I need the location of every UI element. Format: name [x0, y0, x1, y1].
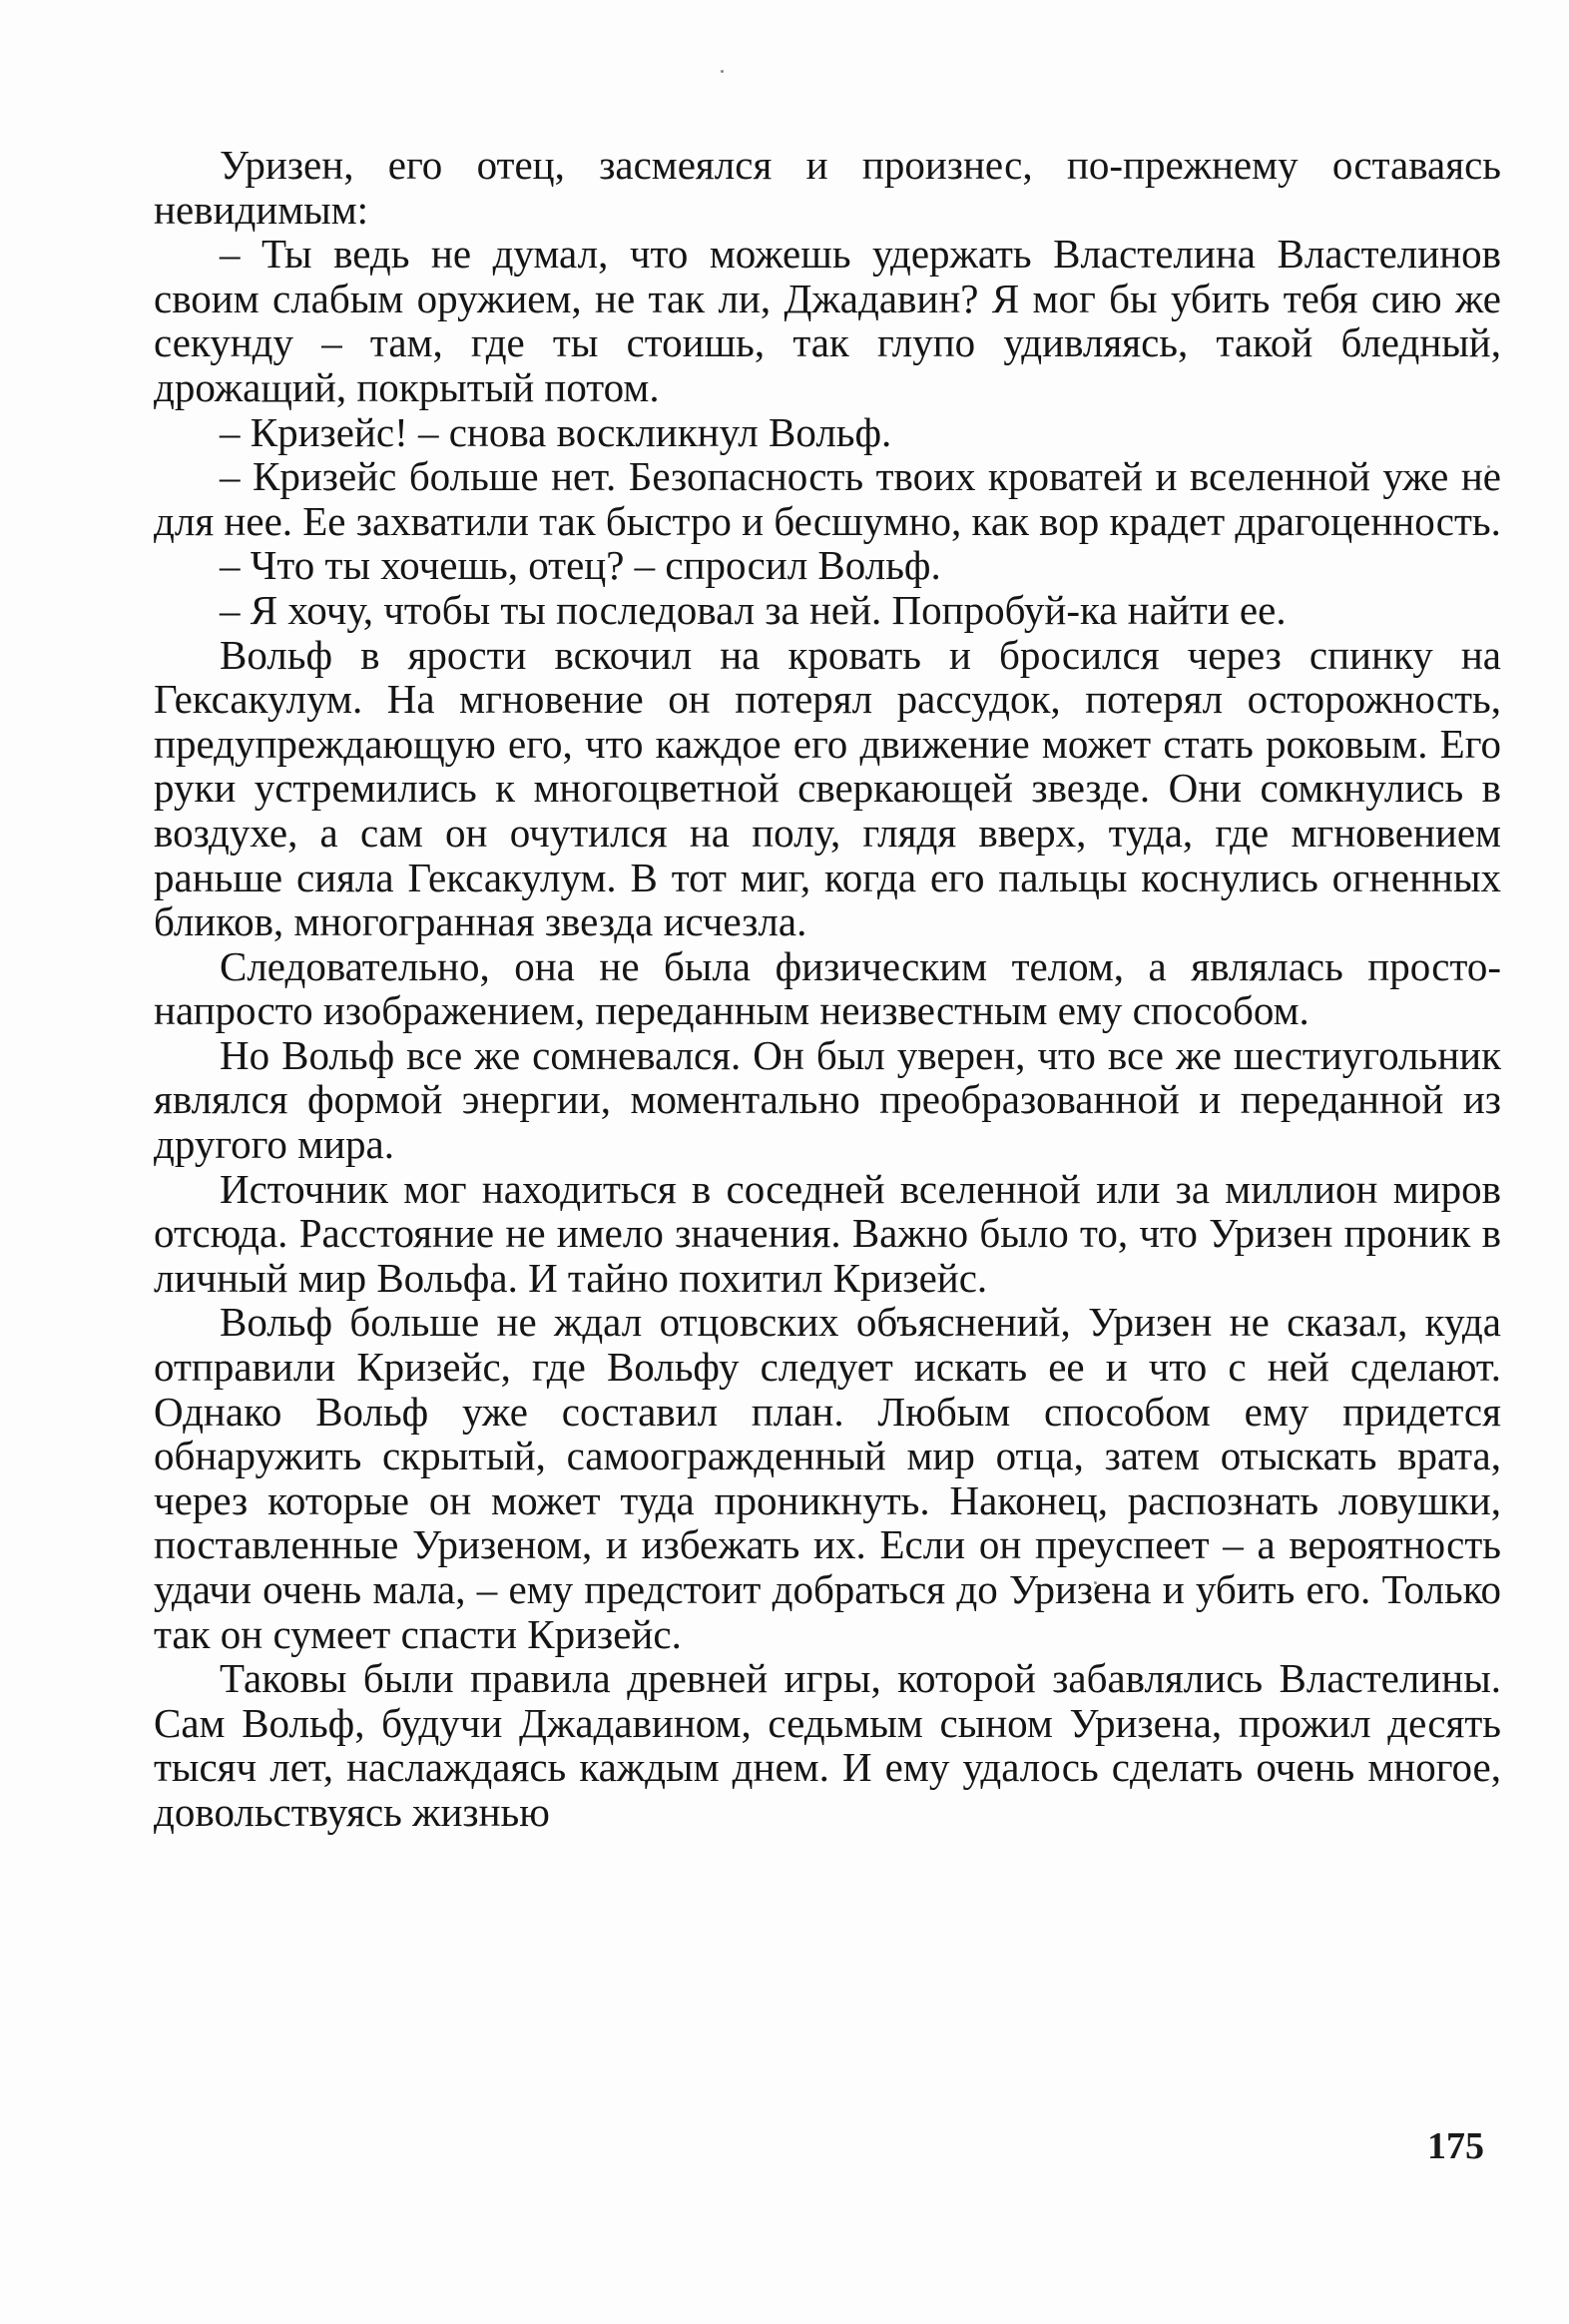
paragraph-3: – Кризейс! – снова воскликнул Вольф. [220, 408, 892, 455]
paragraph-6: – Я хочу, чтобы ты последовал за ней. Попробуй-ка найти ее. [220, 586, 1287, 633]
paragraph-9: Но Вольф все же сомневался. Он был уверен, что все же шестиугольник являлся формой энергии, моментально преобразованной и переданной из другого мира. [154, 1031, 1501, 1168]
body-text [154, 143, 1501, 1835]
paragraph-4: – Кризейс больше нет. Безопасность твоих кроватей и вселенной уже не для нее. Ее захватили так быстро и бесшумно, как вор крадет драгоценность. [154, 453, 1501, 544]
page-number: 175 [1427, 2125, 1484, 2167]
paragraph-2: – Ты ведь не думал, что можешь удержать Властелина Властелинов своим слабым оружием, не так ли, Джадавин? Я мог бы убить тебя сию же секунду – там, где ты стоишь, так глупо удивляясь, такой бледный, дрожащий, покрытый потом. [154, 231, 1501, 410]
scan-speck [721, 70, 724, 73]
paragraph-7: Вольф в ярости вскочил на кровать и бросился через спинку на Гексакулум. На мгновение он потерял рассудок, потерял осторожность, предупреждающую его, что каждое его движение может стать роковым. Его руки устремились к многоцветной сверкающей звезде. Они сомкнулись в воздухе, а сам он очутился на полу, глядя вверх, туда, где мгновением раньше сияла Гексакулум. В тот миг, когда его пальцы коснулись огненных бликов, многогранная звезда исчезла. [154, 631, 1501, 945]
paragraph-11: Вольф больше не ждал отцовских объяснений, Уризен не сказал, куда отправили Кризейс, где Вольфу следует искать ее и что с ней сделают. Однако Вольф уже составил план. Любым способом ему придется обнаружить скрытый, самоогражденный мир отца, затем отыскать врата, через которые он может туда проникнуть. Наконец, распознать ловушки, поставленные Уризеном, и избежать их. Если он преуспеет – а вероятность удачи очень мала, – ему предстоит добраться до Уризена и убить его. Только так он сумеет спасти Кризейс. [154, 1299, 1501, 1657]
paragraph-10: Источник мог находиться в соседней вселенной или за миллион миров отсюда. Расстояние не имело значения. Важно было то, что Уризен проник в личный мир Вольфа. И тайно похитил Кризейс. [154, 1165, 1501, 1301]
paragraph-5: – Что ты хочешь, отец? – спросил Вольф. [220, 542, 941, 589]
paragraph-1: Уризен, его отец, засмеялся и произнес, по-прежнему оставаясь невидимым: [154, 142, 1501, 233]
paragraph-8: Следовательно, она не была физическим телом, а являлась просто-напросто изображением, переданным неизвестным ему способом. [154, 942, 1501, 1034]
paragraph-12: Таковы были правила древней игры, которой забавлялись Властелины. Сам Вольф, будучи Джадавином, седьмым сыном Уризена, прожил десять тысяч лет, наслаждаясь каждым днем. И ему удалось сделать очень многое, довольствуясь жизнью [154, 1655, 1501, 1835]
